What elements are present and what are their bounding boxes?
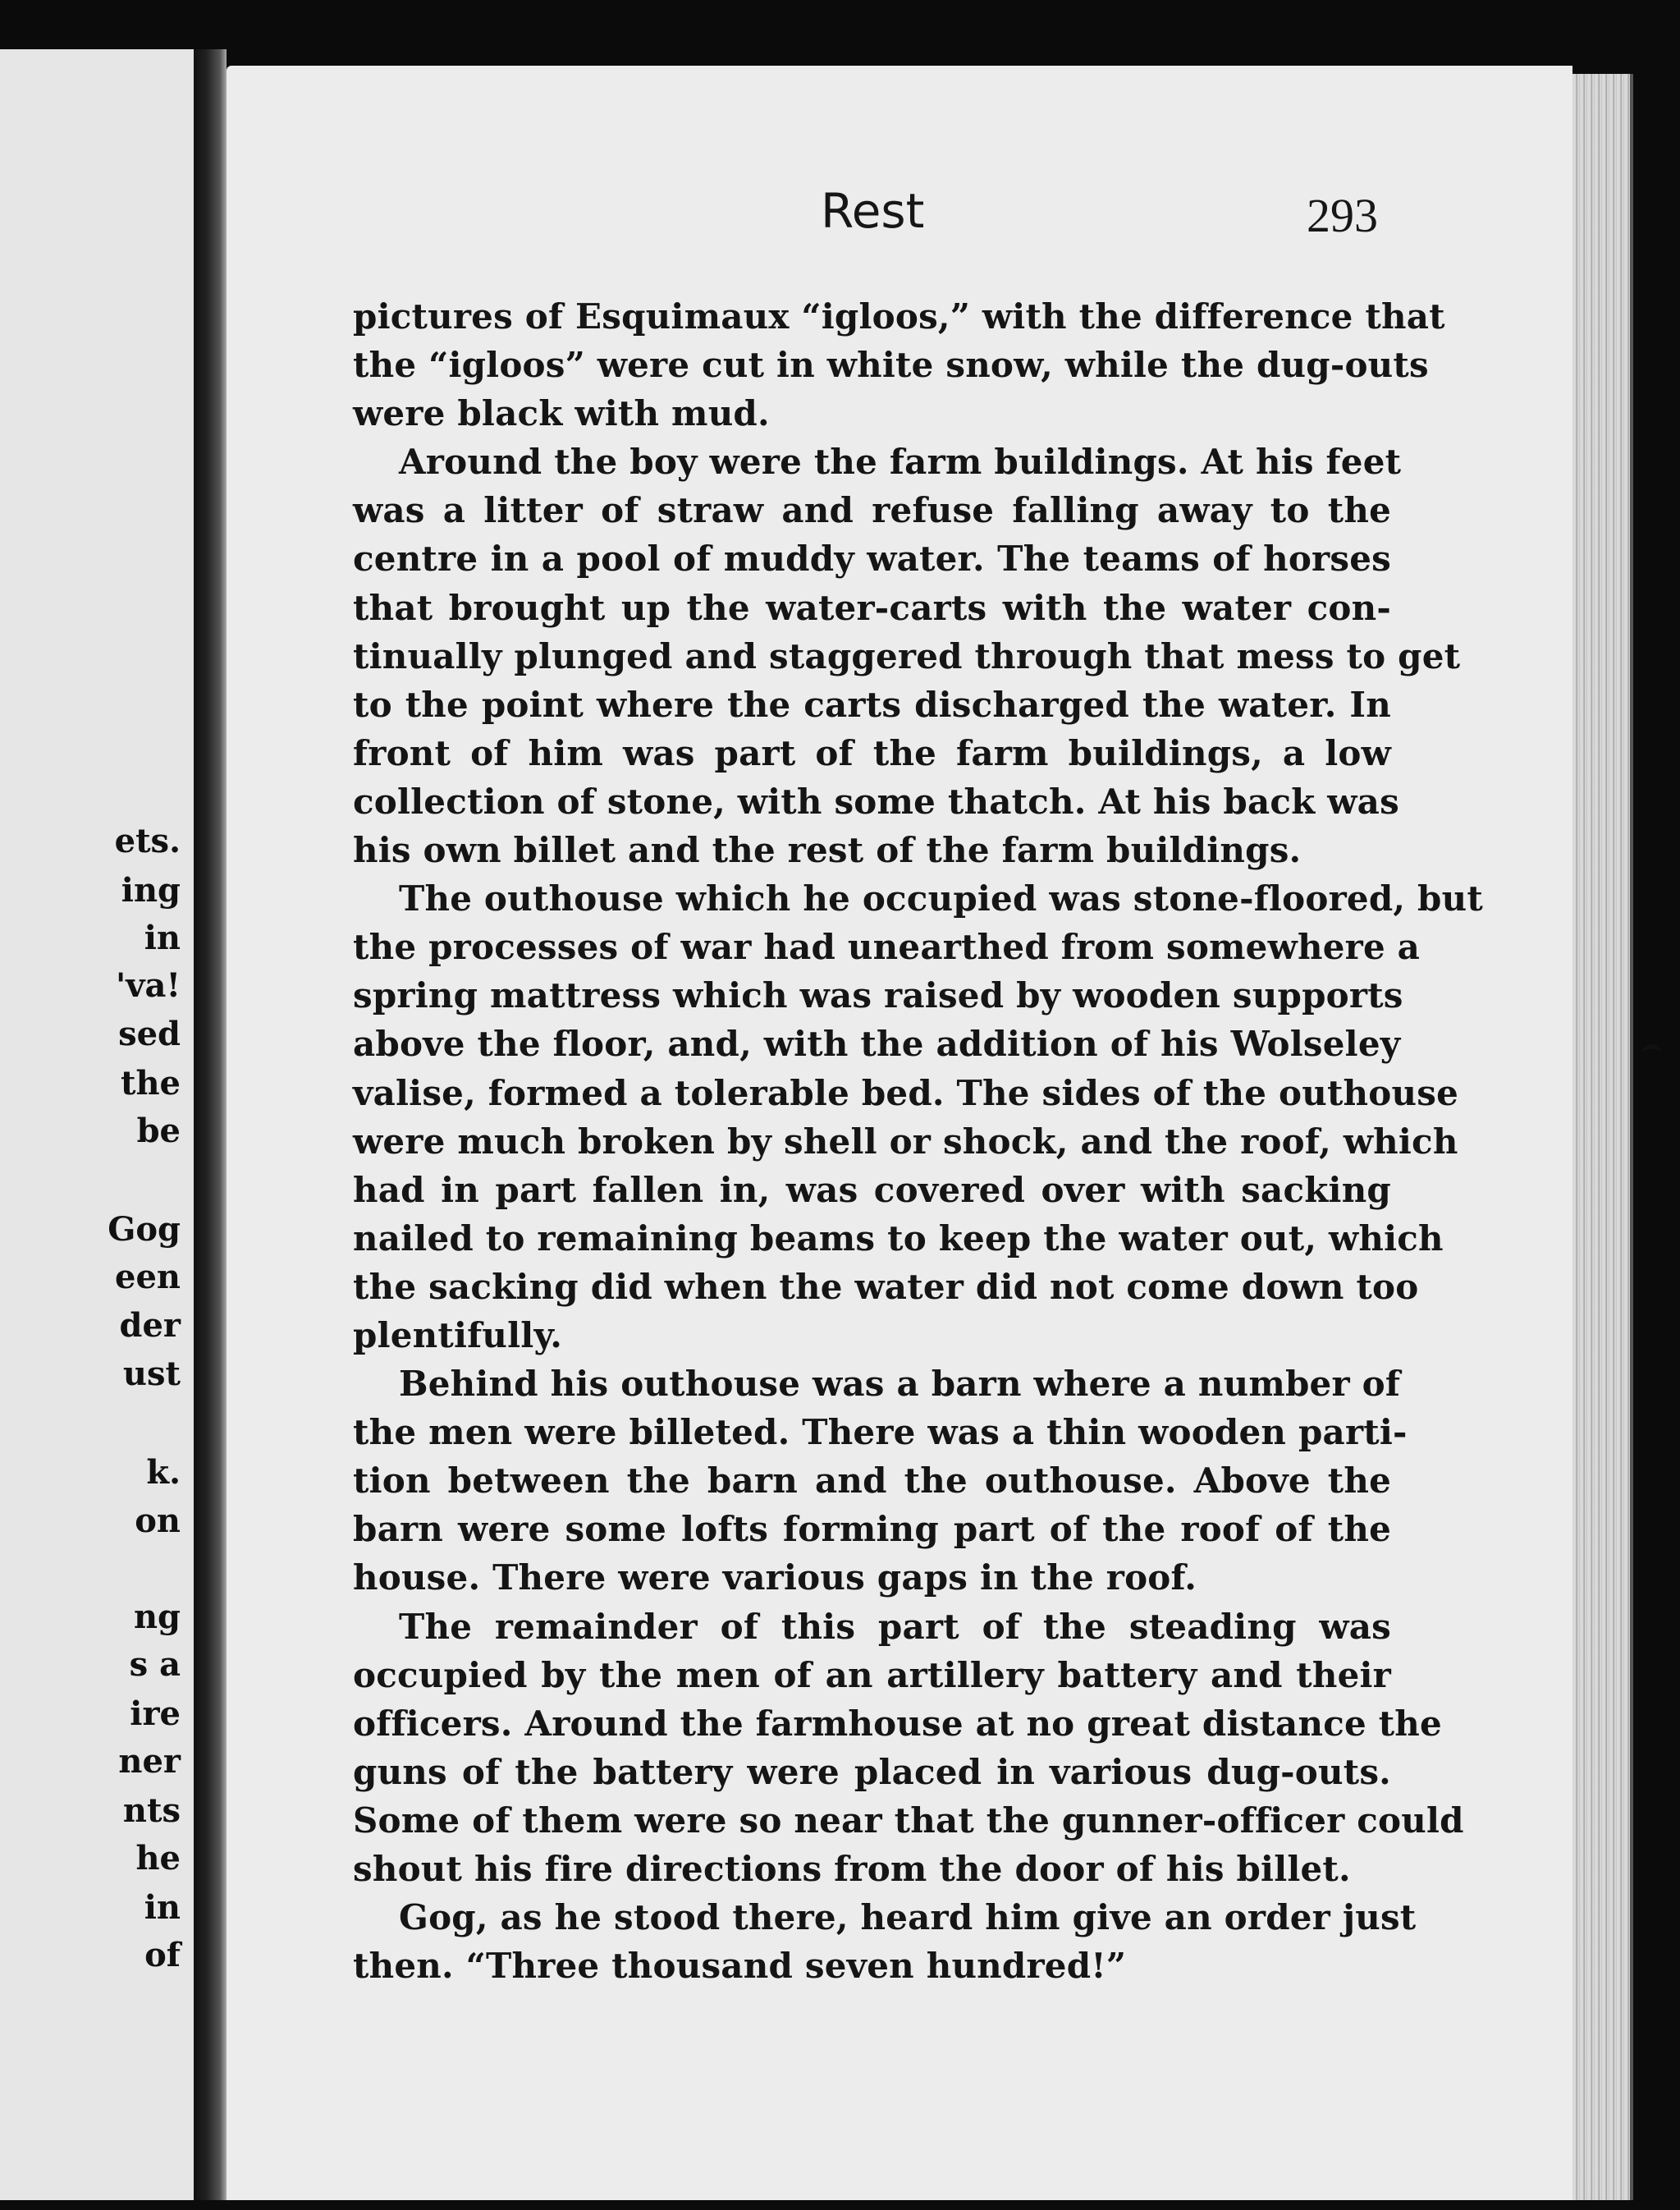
text-line: occupied by the men of an artillery battery and their — [353, 1654, 1391, 1695]
body-text — [353, 292, 1483, 1990]
left-fragment: he — [135, 1839, 181, 1878]
text-line: valise, formed a tolerable bed. The sides of the outhouse — [353, 1072, 1459, 1113]
text-line: shout his fire directions from the door of his billet. — [353, 1849, 1351, 1889]
text-line: collection of stone, with some thatch. At his back was — [353, 781, 1399, 822]
paragraph-first-line: The remainder of this part of the steading was — [399, 1606, 1391, 1647]
left-fragment: ust — [122, 1355, 181, 1393]
left-fragment: ner — [118, 1742, 181, 1781]
text-line: to the point where the carts discharged the water. In — [353, 684, 1391, 725]
left-fragment: sed — [118, 1015, 181, 1053]
text-line: spring mattress which was raised by wooden supports — [353, 975, 1403, 1016]
left-fragment: the — [120, 1064, 181, 1103]
left-fragment: ing — [121, 871, 181, 910]
text-line: that brought up the water-carts with the water con- — [353, 587, 1391, 628]
paragraph-first-line: Around the boy were the farm buildings. At his feet — [399, 442, 1402, 483]
text-line: house. There were various gaps in the roof. — [353, 1557, 1197, 1598]
left-fragment: een — [115, 1258, 181, 1296]
left-fragment: ng — [133, 1598, 181, 1636]
left-fragment: Gog — [108, 1210, 181, 1249]
text-line: nailed to remaining beams to keep the water out, which — [353, 1217, 1444, 1259]
text-line: guns of the battery were placed in various dug-outs. — [353, 1751, 1391, 1792]
page-number: 293 — [1307, 189, 1378, 242]
paragraph-first-line: Gog, as he stood there, heard him give an order just — [399, 1897, 1417, 1938]
text-line: his own billet and the rest of the farm buildings. — [353, 830, 1302, 871]
page-stack-edges — [1572, 74, 1633, 2200]
text-line: Some of them were so near that the gunner-officer could — [353, 1800, 1464, 1841]
text-line: had in part fallen in, was covered over with sacking — [353, 1169, 1391, 1210]
text-line: barn were some lofts forming part of the roof of the — [353, 1509, 1391, 1550]
scan-speck — [1641, 1044, 1661, 1061]
left-fragment: be — [136, 1112, 181, 1150]
left-fragment: in — [144, 1888, 181, 1927]
left-fragment: s a — [129, 1645, 181, 1684]
left-fragment: ire — [130, 1694, 181, 1733]
text-line: tinually plunged and staggered through that mess to get — [353, 635, 1461, 676]
left-fragment: k. — [146, 1453, 181, 1492]
text-line: then. “Three thousand seven hundred!” — [353, 1946, 1127, 1987]
running-title: Rest — [821, 183, 925, 239]
text-line: tion between the barn and the outhouse. Above the — [353, 1460, 1391, 1502]
paragraph-first-line: The outhouse which he occupied was stone-floored, but — [399, 878, 1483, 919]
text-line: front of him was part of the farm buildings, a low — [353, 732, 1391, 773]
text-line: pictures of Esquimaux “igloos,” with the difference that — [353, 296, 1445, 337]
text-line: the processes of war had unearthed from somewhere a — [353, 927, 1421, 968]
text-line: was a litter of straw and refuse falling away to the — [353, 490, 1391, 531]
text-line: officers. Around the farmhouse at no great distance the — [353, 1703, 1442, 1744]
left-fragment: on — [135, 1502, 181, 1540]
left-fragment: ets. — [114, 822, 181, 860]
left-fragment: nts — [122, 1791, 181, 1830]
book-gutter — [194, 49, 227, 2200]
left-fragment: of — [144, 1936, 181, 1974]
text-line: the “igloos” were cut in white snow, while the dug-outs — [353, 345, 1429, 386]
facing-page-fragment — [0, 49, 194, 2200]
text-line: above the floor, and, with the addition of his Wolseley — [353, 1024, 1401, 1065]
text-line: were much broken by shell or shock, and the roof, which — [353, 1121, 1458, 1162]
text-line: were black with mud. — [353, 393, 770, 434]
text-line: the men were billeted. There was a thin wooden parti- — [353, 1412, 1408, 1453]
text-line: centre in a pool of muddy water. The teams of horses — [353, 539, 1391, 580]
running-header — [0, 183, 1680, 253]
left-fragment: der — [119, 1306, 181, 1345]
paragraph-first-line: Behind his outhouse was a barn where a number of — [399, 1364, 1401, 1405]
text-line: the sacking did when the water did not come down too — [353, 1266, 1419, 1307]
left-fragment: in — [144, 919, 181, 957]
text-line: plentifully. — [353, 1314, 563, 1355]
left-fragment: 'va! — [116, 966, 181, 1005]
